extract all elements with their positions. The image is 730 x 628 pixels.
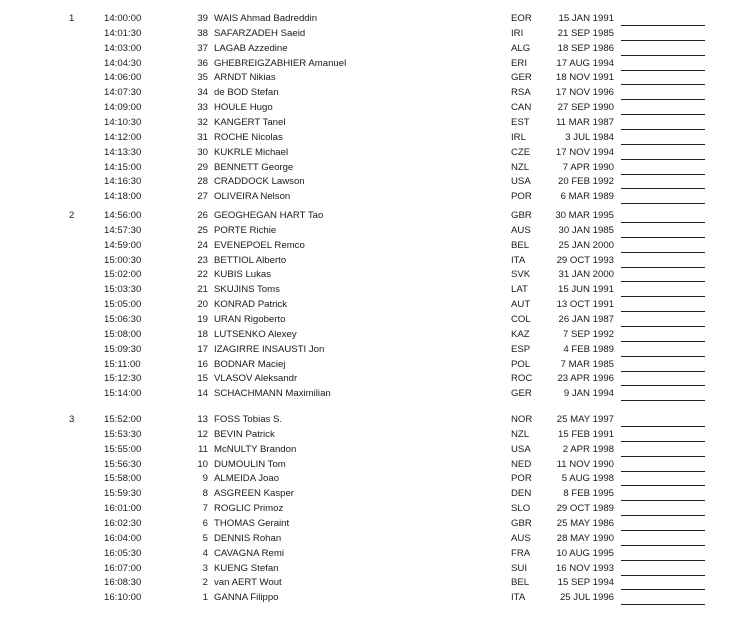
rider-name: LUTSENKO Alexey [214, 328, 297, 340]
date-of-birth: 8 FEB 1995 [563, 488, 614, 500]
nation-code: SLO [511, 503, 531, 515]
rider-name: VLASOV Aleksandr [214, 373, 298, 385]
rider-name: ROCHE Nicolas [214, 131, 283, 143]
nation-code: POL [511, 358, 531, 370]
bib-number: 2 [202, 577, 208, 589]
date-of-birth: 5 AUG 1998 [561, 473, 614, 485]
bib-number: 38 [197, 27, 208, 39]
start-list-row [0, 591, 730, 605]
bib-number: 13 [197, 414, 208, 425]
start-list-row [0, 547, 730, 561]
bib-number: 9 [202, 473, 208, 485]
bib-number: 27 [197, 191, 208, 203]
date-of-birth: 29 OCT 1989 [556, 503, 614, 515]
start-time: 16:07:00 [104, 562, 142, 574]
start-list-row [0, 12, 730, 26]
date-of-birth: 15 FEB 1991 [557, 428, 614, 440]
start-list-row [0, 562, 730, 576]
date-of-birth: 7 MAR 1985 [560, 358, 614, 370]
result-blank-line [621, 144, 705, 145]
start-time: 15:02:00 [104, 269, 142, 281]
result-blank-line [621, 55, 705, 56]
start-list-row [0, 86, 730, 100]
start-time: 14:56:00 [104, 210, 142, 221]
bib-number: 16 [197, 358, 208, 370]
result-blank-line [621, 40, 705, 41]
start-list-row [0, 387, 730, 401]
result-blank-line [621, 25, 705, 26]
date-of-birth: 25 JAN 2000 [558, 239, 614, 251]
rider-name: SAFARZADEH Saeid [214, 27, 306, 39]
nation-code: CAN [511, 102, 532, 114]
start-list-row [0, 343, 730, 357]
nation-code: POR [511, 473, 532, 485]
start-list-row [0, 502, 730, 516]
rider-name: BETTIOL Alberto [214, 254, 287, 266]
start-time: 16:08:30 [104, 577, 142, 589]
start-list-row [0, 372, 730, 386]
start-time: 15:53:30 [104, 428, 142, 440]
nation-code: GBR [511, 210, 532, 221]
start-list-row [0, 313, 730, 327]
date-of-birth: 2 APR 1998 [562, 443, 614, 455]
nation-code: DEN [511, 488, 532, 500]
start-time: 14:09:00 [104, 102, 142, 114]
date-of-birth: 15 JUN 1991 [558, 284, 614, 296]
rider-name: BENNETT George [214, 161, 294, 173]
rider-name: DUMOULIN Tom [214, 458, 286, 470]
rider-name: ROGLIC Primoz [214, 503, 284, 515]
bib-number: 10 [197, 458, 208, 470]
date-of-birth: 20 FEB 1992 [557, 176, 614, 188]
date-of-birth: 6 MAR 1989 [560, 191, 614, 203]
rider-name: FOSS Tobias S. [214, 414, 283, 425]
date-of-birth: 16 NOV 1993 [555, 562, 614, 574]
date-of-birth: 4 FEB 1989 [563, 343, 614, 355]
result-blank-line [621, 311, 705, 312]
start-list-row [0, 254, 730, 268]
nation-code: USA [511, 176, 531, 188]
date-of-birth: 13 OCT 1991 [556, 299, 614, 311]
rider-name: ASGREEN Kasper [214, 488, 294, 500]
group-number: 1 [69, 13, 75, 24]
nation-code: ITA [511, 254, 526, 266]
date-of-birth: 10 AUG 1995 [556, 547, 614, 559]
result-blank-line [621, 426, 705, 427]
start-time: 14:10:30 [104, 116, 142, 128]
result-blank-line [621, 515, 705, 516]
start-time: 15:06:30 [104, 313, 142, 325]
start-time: 15:11:00 [104, 358, 141, 370]
date-of-birth: 18 NOV 1991 [555, 72, 614, 84]
start-time: 16:10:00 [104, 592, 142, 604]
result-blank-line [621, 174, 705, 175]
start-list-row [0, 268, 730, 282]
start-time: 15:08:00 [104, 328, 142, 340]
result-blank-line [621, 203, 705, 204]
result-blank-line [621, 500, 705, 501]
nation-code: IRL [511, 131, 526, 143]
rider-name: van AERT Wout [214, 577, 282, 589]
start-list-row [0, 146, 730, 160]
bib-number: 21 [197, 284, 208, 296]
start-list-row [0, 487, 730, 501]
date-of-birth: 23 APR 1996 [557, 373, 614, 385]
start-list-row [0, 283, 730, 297]
result-blank-line [621, 188, 705, 189]
rider-name: GHEBREIGZABHIER Amanuel [214, 57, 347, 69]
start-time: 15:56:30 [104, 458, 142, 470]
start-time: 14:04:30 [104, 57, 142, 69]
nation-code: ROC [511, 373, 533, 385]
date-of-birth: 25 MAY 1986 [556, 517, 614, 529]
rider-name: DENNIS Rohan [214, 532, 282, 544]
start-list-row [0, 532, 730, 546]
start-list-row [0, 413, 730, 427]
result-blank-line [621, 575, 705, 576]
nation-code: ESP [511, 343, 531, 355]
rider-name: LAGAB Azzedine [214, 42, 288, 54]
bib-number: 4 [202, 547, 208, 559]
date-of-birth: 30 MAR 1995 [555, 210, 614, 221]
nation-code: EST [511, 116, 530, 128]
bib-number: 36 [197, 57, 208, 69]
rider-name: KUBIS Lukas [214, 269, 272, 281]
nation-code: ERI [511, 57, 527, 69]
result-blank-line [621, 326, 705, 327]
start-time: 14:03:00 [104, 42, 142, 54]
result-blank-line [621, 560, 705, 561]
start-list-row [0, 116, 730, 130]
start-time: 14:07:30 [104, 87, 142, 99]
nation-code: IRI [511, 27, 524, 39]
bib-number: 25 [197, 224, 208, 236]
nation-code: NED [511, 458, 532, 470]
start-list-row [0, 101, 730, 115]
bib-number: 22 [197, 269, 208, 281]
start-time: 16:02:30 [104, 517, 142, 529]
start-time: 15:03:30 [104, 284, 142, 296]
start-time: 15:09:30 [104, 343, 142, 355]
result-blank-line [621, 341, 705, 342]
date-of-birth: 25 MAY 1997 [556, 414, 614, 425]
date-of-birth: 27 SEP 1990 [557, 102, 614, 114]
start-time: 16:05:30 [104, 547, 142, 559]
date-of-birth: 17 NOV 1996 [555, 87, 614, 99]
rider-name: OLIVEIRA Nelson [214, 191, 291, 203]
nation-code: ITA [511, 592, 526, 604]
date-of-birth: 18 SEP 1986 [557, 42, 614, 54]
rider-name: KONRAD Patrick [214, 299, 288, 311]
rider-name: KUKRLE Michael [214, 146, 289, 158]
bib-number: 26 [197, 210, 208, 221]
start-list-row [0, 298, 730, 312]
nation-code: COL [511, 313, 531, 325]
start-list-row [0, 328, 730, 342]
result-blank-line [621, 545, 705, 546]
bib-number: 29 [197, 161, 208, 173]
bib-number: 18 [197, 328, 208, 340]
start-list-row [0, 576, 730, 590]
nation-code: ALG [511, 42, 531, 54]
start-time: 15:05:00 [104, 299, 142, 311]
date-of-birth: 15 SEP 1994 [557, 577, 614, 589]
start-list-row [0, 190, 730, 204]
date-of-birth: 7 APR 1990 [562, 161, 614, 173]
nation-code: NZL [511, 428, 530, 440]
start-time: 14:06:00 [104, 72, 142, 84]
rider-name: KUENG Stefan [214, 562, 279, 574]
start-list-row [0, 358, 730, 372]
bib-number: 8 [202, 488, 208, 500]
start-list-row [0, 458, 730, 472]
nation-code: USA [511, 443, 531, 455]
start-list-row [0, 131, 730, 145]
bib-number: 30 [197, 146, 208, 158]
start-list-row [0, 239, 730, 253]
rider-name: HOULE Hugo [214, 102, 273, 114]
start-list-row [0, 42, 730, 56]
bib-number: 37 [197, 42, 208, 54]
bib-number: 11 [198, 443, 208, 455]
result-blank-line [621, 485, 705, 486]
nation-code: SUI [511, 562, 527, 574]
nation-code: EOR [511, 13, 532, 24]
nation-code: LAT [511, 284, 528, 296]
result-blank-line [621, 441, 705, 442]
result-blank-line [621, 237, 705, 238]
nation-code: GER [511, 388, 532, 400]
start-time: 14:59:00 [104, 239, 142, 251]
result-blank-line [621, 281, 705, 282]
nation-code: GER [511, 72, 532, 84]
start-time: 16:04:00 [104, 532, 142, 544]
start-time: 14:12:00 [104, 131, 142, 143]
result-blank-line [621, 99, 705, 100]
start-list-row [0, 443, 730, 457]
bib-number: 12 [197, 428, 208, 440]
date-of-birth: 30 JAN 1985 [558, 224, 614, 236]
bib-number: 19 [197, 313, 208, 325]
bib-number: 5 [202, 532, 208, 544]
start-time: 16:01:00 [104, 503, 142, 515]
group-number: 2 [69, 210, 75, 221]
rider-name: IZAGIRRE INSAUSTI Jon [214, 343, 325, 355]
start-time: 15:55:00 [104, 443, 142, 455]
start-list-row [0, 428, 730, 442]
start-list-row [0, 27, 730, 41]
bib-number: 20 [197, 299, 208, 311]
date-of-birth: 7 SEP 1992 [562, 328, 614, 340]
bib-number: 24 [197, 239, 208, 251]
nation-code: POR [511, 191, 532, 203]
rider-name: WAIS Ahmad Badreddin [214, 13, 318, 24]
result-blank-line [621, 371, 705, 372]
nation-code: GBR [511, 517, 532, 529]
rider-name: BODNAR Maciej [214, 358, 286, 370]
nation-code: BEL [511, 577, 530, 589]
start-time: 14:16:30 [104, 176, 142, 188]
bib-number: 7 [202, 503, 208, 515]
start-time: 15:12:30 [104, 373, 142, 385]
rider-name: CRADDOCK Lawson [214, 176, 305, 188]
bib-number: 15 [197, 373, 208, 385]
result-blank-line [621, 530, 705, 531]
bib-number: 35 [197, 72, 208, 84]
bib-number: 1 [202, 592, 208, 604]
bib-number: 31 [197, 131, 208, 143]
result-blank-line [621, 385, 705, 386]
result-blank-line [621, 84, 705, 85]
bib-number: 34 [197, 87, 208, 99]
rider-name: McNULTY Brandon [214, 443, 297, 455]
date-of-birth: 9 JAN 1994 [563, 388, 614, 400]
result-blank-line [621, 471, 705, 472]
start-time: 14:13:30 [104, 146, 142, 158]
rider-name: CAVAGNA Remi [214, 547, 285, 559]
start-list-row [0, 175, 730, 189]
date-of-birth: 15 JAN 1991 [558, 13, 614, 24]
nation-code: KAZ [511, 328, 530, 340]
date-of-birth: 3 JUL 1984 [565, 131, 614, 143]
result-blank-line [621, 356, 705, 357]
rider-name: PORTE Richie [214, 224, 277, 236]
start-time: 14:18:00 [104, 191, 142, 203]
nation-code: FRA [511, 547, 531, 559]
start-time: 15:59:30 [104, 488, 142, 500]
result-blank-line [621, 604, 705, 605]
start-time: 14:01:30 [104, 27, 142, 39]
nation-code: CZE [511, 146, 531, 158]
start-list-row [0, 71, 730, 85]
bib-number: 32 [197, 116, 208, 128]
nation-code: NOR [511, 414, 533, 425]
rider-name: GANNA Filippo [214, 592, 279, 604]
start-list-row [0, 161, 730, 175]
start-list-row [0, 517, 730, 531]
bib-number: 14 [197, 388, 208, 400]
nation-code: SVK [511, 269, 531, 281]
nation-code: BEL [511, 239, 530, 251]
date-of-birth: 21 SEP 1985 [557, 27, 614, 39]
date-of-birth: 17 NOV 1994 [555, 146, 614, 158]
start-time: 15:58:00 [104, 473, 142, 485]
date-of-birth: 11 NOV 1990 [556, 458, 614, 470]
bib-number: 39 [197, 13, 208, 24]
result-blank-line [621, 129, 705, 130]
rider-name: BEVIN Patrick [214, 428, 275, 440]
result-blank-line [621, 252, 705, 253]
start-time: 15:00:30 [104, 254, 142, 266]
date-of-birth: 29 OCT 1993 [556, 254, 614, 266]
bib-number: 33 [197, 102, 208, 114]
result-blank-line [621, 589, 705, 590]
rider-name: SKUJINS Toms [214, 284, 280, 296]
start-list-row [0, 209, 730, 223]
result-blank-line [621, 70, 705, 71]
start-time: 14:57:30 [104, 224, 142, 236]
start-time: 14:00:00 [104, 13, 142, 24]
nation-code: RSA [511, 87, 531, 99]
rider-name: EVENEPOEL Remco [214, 239, 305, 251]
rider-name: ARNDT Nikias [214, 72, 276, 84]
result-blank-line [621, 456, 705, 457]
nation-code: AUT [511, 299, 531, 311]
start-list-row [0, 57, 730, 71]
date-of-birth: 25 JUL 1996 [559, 592, 614, 604]
rider-name: GEOGHEGAN HART Tao [214, 210, 324, 221]
bib-number: 3 [202, 562, 208, 574]
result-blank-line [621, 296, 705, 297]
bib-number: 28 [197, 176, 208, 188]
rider-name: ALMEIDA Joao [214, 473, 280, 485]
nation-code: AUS [511, 532, 531, 544]
rider-name: KANGERT Tanel [214, 116, 286, 128]
rider-name: de BOD Stefan [214, 87, 279, 99]
bib-number: 23 [197, 254, 208, 266]
result-blank-line [621, 114, 705, 115]
result-blank-line [621, 159, 705, 160]
result-blank-line [621, 222, 705, 223]
result-blank-line [621, 267, 705, 268]
rider-name: THOMAS Geraint [214, 517, 290, 529]
date-of-birth: 28 MAY 1990 [556, 532, 614, 544]
start-time: 15:14:00 [104, 388, 142, 400]
nation-code: NZL [511, 161, 530, 173]
bib-number: 17 [197, 343, 208, 355]
start-list-row [0, 472, 730, 486]
start-list-row [0, 224, 730, 238]
nation-code: AUS [511, 224, 531, 236]
result-blank-line [621, 400, 705, 401]
start-time: 15:52:00 [104, 414, 142, 425]
date-of-birth: 17 AUG 1994 [556, 57, 614, 69]
group-number: 3 [69, 414, 75, 425]
rider-name: URAN Rigoberto [214, 313, 286, 325]
date-of-birth: 31 JAN 2000 [558, 269, 614, 281]
date-of-birth: 11 MAR 1987 [556, 116, 614, 128]
date-of-birth: 26 JAN 1987 [558, 313, 614, 325]
bib-number: 6 [202, 517, 208, 529]
start-time: 14:15:00 [104, 161, 142, 173]
rider-name: SCHACHMANN Maximilian [214, 388, 331, 400]
